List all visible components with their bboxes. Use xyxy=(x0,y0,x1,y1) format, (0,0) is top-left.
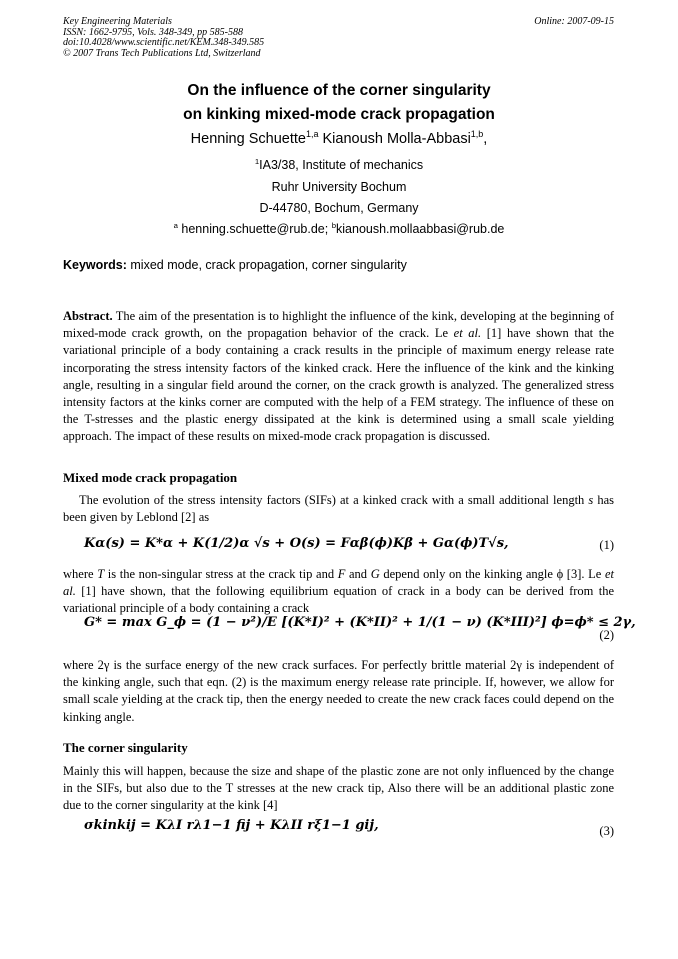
p2-text-b: is the non-singular stress at the crack tip and xyxy=(104,567,338,581)
p2-text-a: where xyxy=(63,567,98,581)
paragraph-1 xyxy=(63,492,614,526)
p2-T: T xyxy=(97,567,105,581)
keywords-text: mixed mode, crack propagation, corner singularity xyxy=(126,258,407,272)
author-1-sup: 1,a xyxy=(305,129,319,140)
paragraph-4: Mainly this will happen, because the size and shape of the plastic zone are not only influenced by the change in the SIFs, but also due to the T stresses at the new crack tip, Also there will be an additional plastic zone due to the corner singularity at the kink [4] xyxy=(63,764,614,813)
copyright-line: © 2007 Trans Tech Publications Ltd, Switzerland xyxy=(63,47,261,59)
email-b: kianoush.mollaabbasi@rub.de xyxy=(336,222,505,236)
equation-3: σkinkij = KλI rλ1−1 fij + KλII rξ1−1 gij, xyxy=(84,818,379,833)
p2-text-c: and xyxy=(345,567,371,581)
author-2: Kianoush Molla-Abbasi xyxy=(318,131,471,147)
section-heading-mixed-mode: Mixed mode crack propagation xyxy=(63,470,238,485)
affiliation-line-1 xyxy=(0,158,678,172)
abstract xyxy=(63,308,614,446)
equation-3-number: (3) xyxy=(599,824,614,838)
author-line xyxy=(0,131,678,147)
affiliation-institute: IA3/38, Institute of mechanics xyxy=(259,158,424,172)
abstract-label: Abstract. xyxy=(63,309,113,323)
p2-G: G xyxy=(370,567,380,581)
author-1: Henning Schuette xyxy=(190,131,306,147)
email-sup-b: b xyxy=(331,220,337,230)
journal-header xyxy=(63,17,264,59)
author-trail: , xyxy=(483,131,488,147)
issn-line: ISSN: 1662-9795, Vols. 348-349, pp 585-588 xyxy=(63,26,243,38)
title-line-2: on kinking mixed-mode crack propagation xyxy=(183,106,495,123)
keywords-label: Keywords: xyxy=(63,258,127,272)
p1-s: s xyxy=(588,493,594,507)
doi-line: doi:10.4028/www.scientific.net/KEM.348-349.585 xyxy=(63,37,265,49)
p2-text-e: [1] have shown, that the following equilibrium equation of crack in a body can be derived from the variational principle of a body containing a crack xyxy=(63,584,614,616)
equation-2-number: (2) xyxy=(599,628,614,642)
section-heading-corner: The corner singularity xyxy=(63,740,188,755)
paragraph-2 xyxy=(63,566,614,618)
p2-text-d: depend only on the kinking angle ϕ [3]. Le xyxy=(379,567,605,581)
email-sup-a: a xyxy=(173,220,178,230)
paragraph-3: where 2γ is the surface energy of the new crack surfaces. For perfectly brittle material 2γ is independent of the kinking angle, such that eqn. (2) is the maximum energy release rate principle. If, however, we allow for small scale yielding at the crack tip, then the energy needed to create the new crack faces could depend on the kinking angle. xyxy=(63,658,614,724)
email-a: henning.schuette@rub.de; xyxy=(177,222,332,236)
p1-text-b: has been given by Leblond [2] as xyxy=(63,493,614,525)
journal-name: Key Engineering Materials xyxy=(63,16,172,27)
email-line xyxy=(0,222,678,236)
title-line-1: On the influence of the corner singularity xyxy=(187,82,491,99)
p2-etal: et al. xyxy=(63,567,614,599)
equation-2: G* = max G_ϕ = (1 − ν²)/E [(K*I)² + (K*II)² + 1/(1 − ν) (K*III)²] ϕ=ϕ* ≤ 2γ, xyxy=(84,615,636,630)
affiliation-line-3: D-44780, Bochum, Germany xyxy=(259,201,419,215)
keywords xyxy=(63,258,407,272)
online-date: Online: 2007-09-15 xyxy=(534,16,614,27)
abstract-text-a: The aim of the presentation is to highlight the influence of the kink, developing at the beginning of mixed-mode crack growth, on the propagation behavior of the crack. Le xyxy=(63,309,614,341)
affiliation-line-2: Ruhr University Bochum xyxy=(271,180,407,194)
equation-1-number: (1) xyxy=(599,538,614,552)
abstract-text-b: [1] have shown that the variational principle of a body containing a crack results in the principle of maximum energy release rate incorporating the stress intensity factors of the kinked crack. Here the influence of the kink and the kinking angle, resulting in a singular field around the corner, on the crack growth is analyzed. The generalized stress intensity factors at the kinks corner are computed with the help of a FEM strategy. The influence of these on the T-stresses and the plastic energy dissipated at the kink is determined using a small scale yielding approach. The impact of these results on mixed-mode crack propagation is discussed. xyxy=(63,326,615,444)
p1-text-a: The evolution of the stress intensity factors (SIFs) at a kinked crack with a small additional length xyxy=(79,493,589,507)
equation-1: Kα(s) = K*α + K(1/2)α √s + O(s) = Fαβ(ϕ)Kβ + Gα(ϕ)T√s, xyxy=(84,536,509,551)
p2-F: F xyxy=(337,567,346,581)
author-2-sup: 1,b xyxy=(470,129,484,140)
affiliation-sup: 1 xyxy=(254,156,260,166)
abstract-etal: et al. xyxy=(453,326,482,341)
